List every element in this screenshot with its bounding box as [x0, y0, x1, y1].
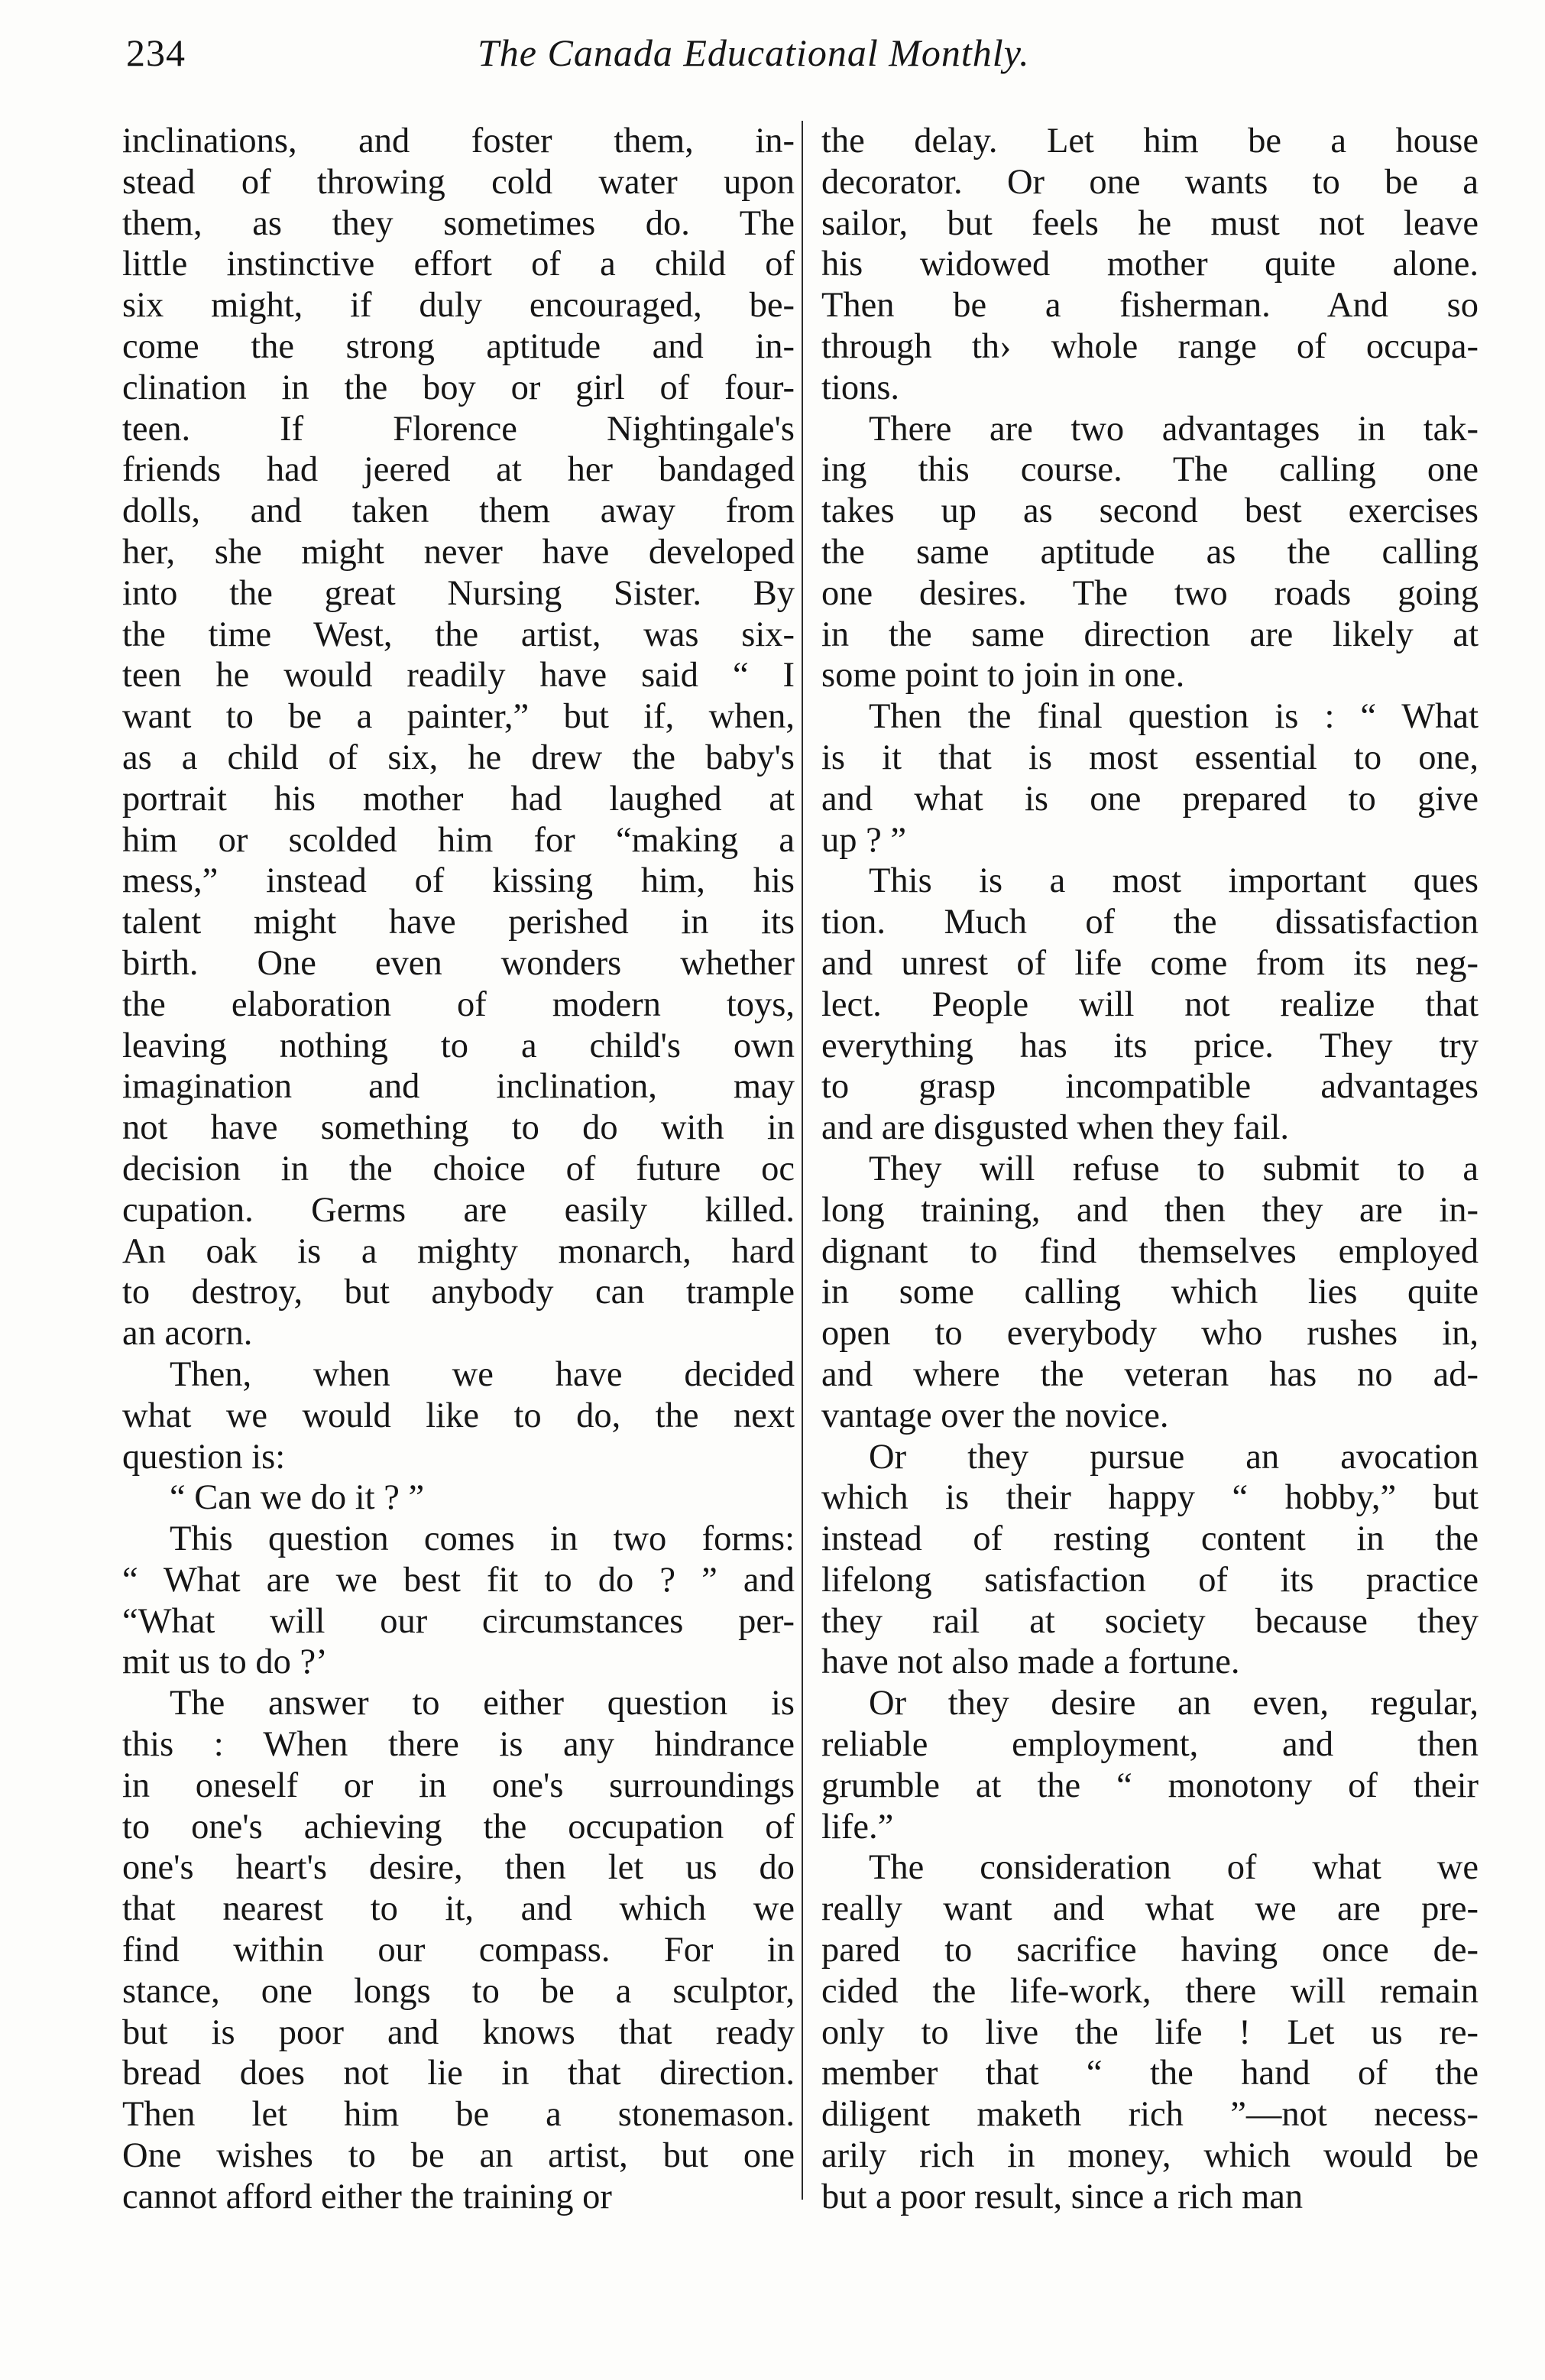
text-line: tion. Much of the dissatisfaction [821, 903, 1479, 942]
text-line: which is their happy “ hobby,” but [821, 1478, 1479, 1518]
text-line: cided the life-work, there will remain [821, 1971, 1479, 2011]
text-line: reliable employment, and then [821, 1725, 1479, 1765]
text-line: to destroy, but anybody can trample [122, 1273, 795, 1312]
text-line: one desires. The two roads going [821, 573, 1479, 613]
text-line: and what is one prepared to give [821, 779, 1479, 819]
text-line: the time West, the artist, was six- [122, 614, 795, 654]
text-line: This is a most important ques [869, 861, 1479, 901]
text-line: into the great Nursing Sister. By [122, 573, 795, 613]
text-line: Then the final question is : “ What [869, 697, 1479, 737]
text-line: They will refuse to submit to a [869, 1149, 1479, 1188]
text-line: dignant to find themselves employed [821, 1231, 1479, 1271]
text-line: teen he would readily have said “ I [122, 656, 795, 696]
text-line: sailor, but feels he must not leave [821, 203, 1479, 243]
text-line: “What will our circumstances per- [122, 1601, 795, 1641]
text-line: vantage over the novice. [821, 1396, 1169, 1435]
left-column [122, 121, 795, 2218]
text-line: The consideration of what we [869, 1848, 1479, 1888]
text-line: Then let him be a stonemason. [122, 2095, 795, 2135]
text-line: have not also made a fortune. [821, 1642, 1240, 1682]
page-number: 234 [126, 31, 186, 74]
text-line: There are two advantages in tak- [869, 409, 1479, 449]
text-line: Then, when we have decided [170, 1354, 795, 1394]
text-line: the elaboration of modern toys, [122, 984, 795, 1024]
text-line: him or scolded him for “making a [122, 820, 795, 860]
text-line: Or they desire an even, regular, [869, 1684, 1479, 1723]
text-line: clination in the boy or girl of four- [122, 368, 795, 407]
text-line: ing this course. The calling one [821, 450, 1479, 490]
text-line: her, she might never have developed [122, 532, 795, 572]
text-line: some point to join in one. [821, 656, 1185, 696]
text-line: cupation. Germs are easily killed. [122, 1190, 795, 1230]
text-line: friends had jeered at her bandaged [122, 450, 795, 490]
text-line: lifelong satisfaction of its practice [821, 1560, 1479, 1600]
text-line: pared to sacrifice having once de- [821, 1931, 1479, 1970]
text-line: member that “ the hand of the [821, 2054, 1479, 2093]
text-line: as a child of six, he drew the baby's [122, 738, 795, 777]
text-line: Then be a fisherman. And so [821, 286, 1479, 326]
page-header [126, 31, 1453, 84]
text-line: One wishes to be an artist, but one [122, 2136, 795, 2176]
text-line: leaving nothing to a child's own [122, 1026, 795, 1065]
text-line: his widowed mother quite alone. [821, 245, 1479, 284]
text-line: but a poor result, since a rich man [821, 2177, 1304, 2216]
text-line: this : When there is any hindrance [122, 1725, 795, 1765]
text-line: portrait his mother had laughed at [122, 779, 795, 819]
text-line: stead of throwing cold water upon [122, 162, 795, 202]
text-line: talent might have perished in its [122, 903, 795, 942]
text-line: is it that is most essential to one, [821, 738, 1479, 777]
text-line: arily rich in money, which would be [821, 2136, 1479, 2176]
text-line: mess,” instead of kissing him, his [122, 861, 795, 901]
text-line: stance, one longs to be a sculptor, [122, 1971, 795, 2011]
text-line: up ? ” [821, 820, 907, 860]
text-line: “ Can we do it ? ” [170, 1478, 425, 1518]
text-line: to grasp incompatible advantages [821, 1067, 1479, 1107]
text-line: and where the veteran has no ad- [821, 1354, 1479, 1394]
text-line: dolls, and taken them away from [122, 491, 795, 531]
text-line: lect. People will not realize that [821, 984, 1479, 1024]
text-line: decorator. Or one wants to be a [821, 162, 1479, 202]
text-line: open to everybody who rushes in, [821, 1314, 1479, 1354]
text-line: imagination and inclination, may [122, 1067, 795, 1107]
text-line: “ What are we best fit to do ? ” and [122, 1560, 795, 1600]
text-line: mit us to do ?’ [122, 1642, 328, 1682]
text-line: diligent maketh rich ”—not necess- [821, 2095, 1479, 2135]
text-line: through th› whole range of occupa- [821, 326, 1479, 366]
text-line: but is poor and knows that ready [122, 2012, 795, 2052]
text-line: them, as they sometimes do. The [122, 203, 795, 243]
text-line: only to live the life ! Let us re- [821, 2012, 1479, 2052]
text-line: question is: [122, 1437, 286, 1477]
text-line: an acorn. [122, 1314, 253, 1354]
right-column [821, 121, 1479, 2218]
text-line: teen. If Florence Nightingale's [122, 409, 795, 449]
text-line: decision in the choice of future oc [122, 1149, 795, 1188]
text-line: want to be a painter,” but if, when, [122, 697, 795, 737]
text-line: come the strong aptitude and in- [122, 326, 795, 366]
text-line: the delay. Let him be a house [821, 122, 1479, 161]
text-line: really want and what we are pre- [821, 1889, 1479, 1929]
running-title: The Canada Educational Monthly. [478, 31, 1030, 74]
text-line: in oneself or in one's surroundings [122, 1766, 795, 1805]
column-divider [802, 121, 803, 2200]
text-line: not have something to do with in [122, 1108, 795, 1148]
text-line: cannot afford either the training or [122, 2177, 612, 2216]
text-line: that nearest to it, and which we [122, 1889, 795, 1929]
text-line: This question comes in two forms: [170, 1519, 795, 1559]
text-line: everything has its price. They try [821, 1026, 1479, 1065]
text-line: An oak is a mighty monarch, hard [122, 1231, 795, 1271]
text-line: they rail at society because they [821, 1601, 1479, 1641]
text-line: in some calling which lies quite [821, 1273, 1479, 1312]
text-line: the same aptitude as the calling [821, 532, 1479, 572]
text-line: bread does not lie in that direction. [122, 2054, 795, 2093]
text-line: what we would like to do, the next [122, 1396, 795, 1435]
text-line: long training, and then they are in- [821, 1190, 1479, 1230]
text-line: find within our compass. For in [122, 1931, 795, 1970]
text-line: and are disgusted when they fail. [821, 1108, 1290, 1148]
text-line: in the same direction are likely at [821, 614, 1479, 654]
text-line: little instinctive effort of a child of [122, 245, 795, 284]
text-line: inclinations, and foster them, in- [122, 122, 795, 161]
text-line: birth. One even wonders whether [122, 943, 795, 983]
text-line: Or they pursue an avocation [869, 1437, 1479, 1477]
text-line: instead of resting content in the [821, 1519, 1479, 1559]
text-line: life.” [821, 1807, 894, 1847]
text-line: grumble at the “ monotony of their [821, 1766, 1479, 1805]
text-line: one's heart's desire, then let us do [122, 1848, 795, 1888]
text-line: six might, if duly encouraged, be- [122, 286, 795, 326]
text-line: takes up as second best exercises [821, 491, 1479, 531]
text-line: tions. [821, 368, 900, 407]
text-line: The answer to either question is [170, 1684, 795, 1723]
text-line: and unrest of life come from its neg- [821, 943, 1479, 983]
text-line: to one's achieving the occupation of [122, 1807, 795, 1847]
